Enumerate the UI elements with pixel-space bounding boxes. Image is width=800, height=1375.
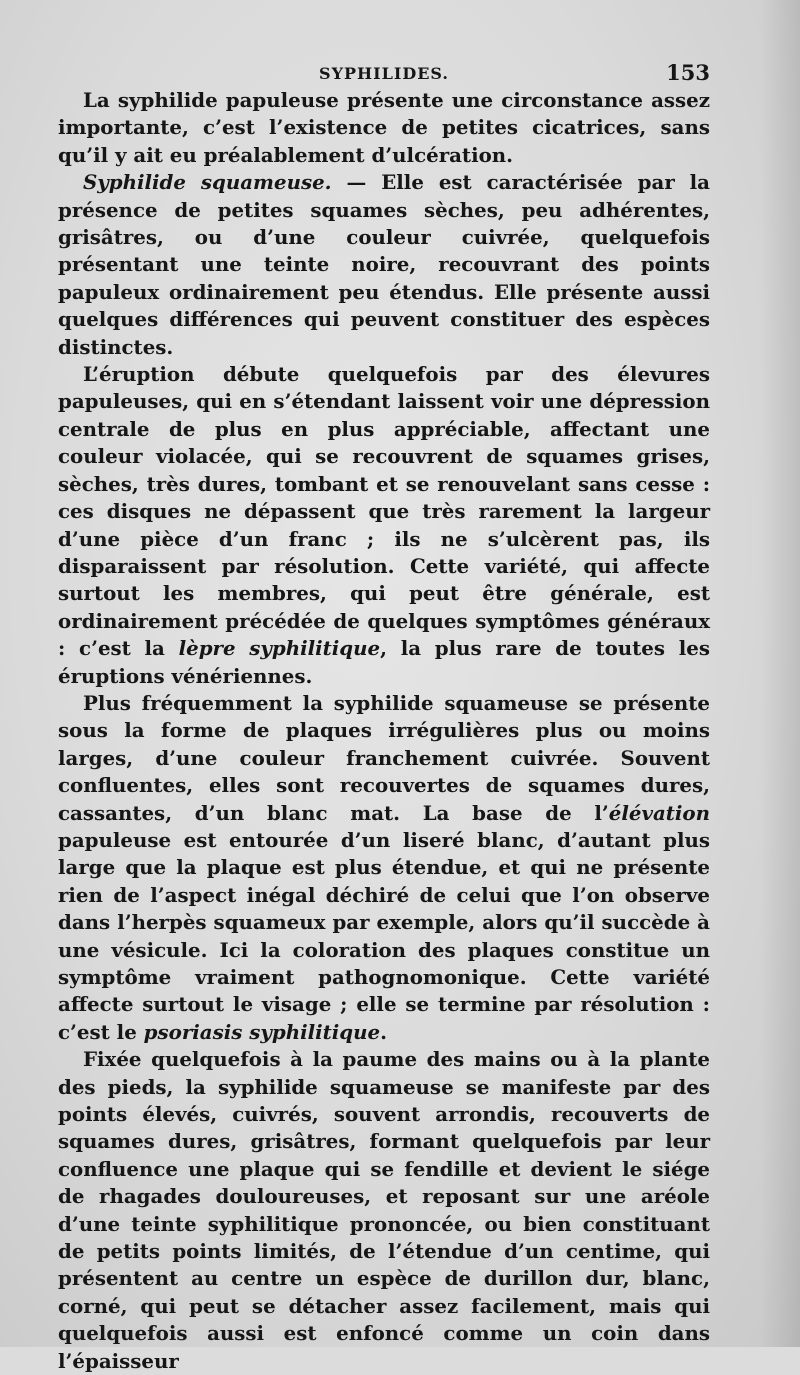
paragraph [58,1046,710,1375]
paragraph [58,87,710,169]
text-run: La syphilide papuleuse présente une circonstance assez importante, c’est l’existence de petites cicatrices, sans qu’il y ait eu préalablement d’ulcération. [58,88,710,167]
text-run: L’éruption débute quelquefois par des élevures papuleuses, qui en s’étendant laissent voir une dépression centrale de plus en plus appréciable, affectant une couleur violacée, qui se recouvrent de squames grises, sèches, très dures, tombant et se renouvelant sans cesse : ces disques ne dépassent que très rarement la largeur d’une pièce d’un franc ; ils ne s’ulcèrent pas, ils disparaissent par résolution. Cette variété, qui affecte surtout les membres, qui peut être générale, est ordinairement précédée de quelques symptômes généraux : c’est la [58,362,710,661]
text-run: , la plus rare de toutes les éruptions vénériennes. [58,636,710,688]
page-number: 153 [666,60,710,85]
text-run: — Elle est caractérisée par la présence de petites squames sèches, peu adhérentes, grisâtres, ou d’une couleur cuivrée, quelquefois présentant une teinte noire, recouvrant des points papuleux ordinairement peu étendus. Elle présente aussi quelques différences qui peuvent constituer des espèces distinctes. [58,170,710,359]
running-head: SYPHILIDES. [319,64,449,83]
page-header [58,58,710,88]
term-elevation: élévation [608,800,710,825]
paragraph [58,690,710,1046]
body-text [58,87,710,1375]
paragraph [58,361,710,690]
paragraph [58,169,710,361]
term-psoriasis-syphilitique: psoriasis syphilitique [143,1019,381,1044]
text-run: papuleuse est entourée d’un liseré blanc, d’autant plus large que la plaque est plus étendue, et qui ne présente rien de l’aspect inégal déchiré de celui que l’on observe dans l’herpès squameux par exemple, alors qu’il succède à une vésicule. Ici la coloration des plaques constitue un symptôme vraiment pathognomonique. Cette variété affecte surtout le visage ; elle se termine par résolution : c’est le [58,827,710,1044]
section-heading-syphilide-squameuse: Syphilide squameuse. [83,170,332,195]
term-lepre-syphilitique: lèpre syphilitique [178,636,381,661]
text-run: Fixée quelquefois à la paume des mains ou à la plante des pieds, la syphilide squameuse se manifeste par des points élevés, cuivrés, souvent arrondis, recouverts de squames dures, grisâtres, formant quelquefois par leur confluence une plaque qui se fendille et devient le siége de rhagades douloureuses, et reposant sur une aréole d’une teinte syphilitique prononcée, ou bien constituant de petits points limités, de l’étendue d’un centime, qui présentent au centre un espèce de durillon dur, blanc, corné, qui peut se détacher assez facilement, mais qui quelquefois aussi est enfoncé comme un coin dans l’épaisseur [58,1047,710,1373]
text-run: Plus fréquemment la syphilide squameuse se présente sous la forme de plaques irrégulières plus ou moins larges, d’une couleur franchement cuivrée. Souvent confluentes, elles sont recouvertes de squames dures, cassantes, d’un blanc mat. La base de l’ [58,690,710,825]
text-run: . [380,1019,387,1044]
